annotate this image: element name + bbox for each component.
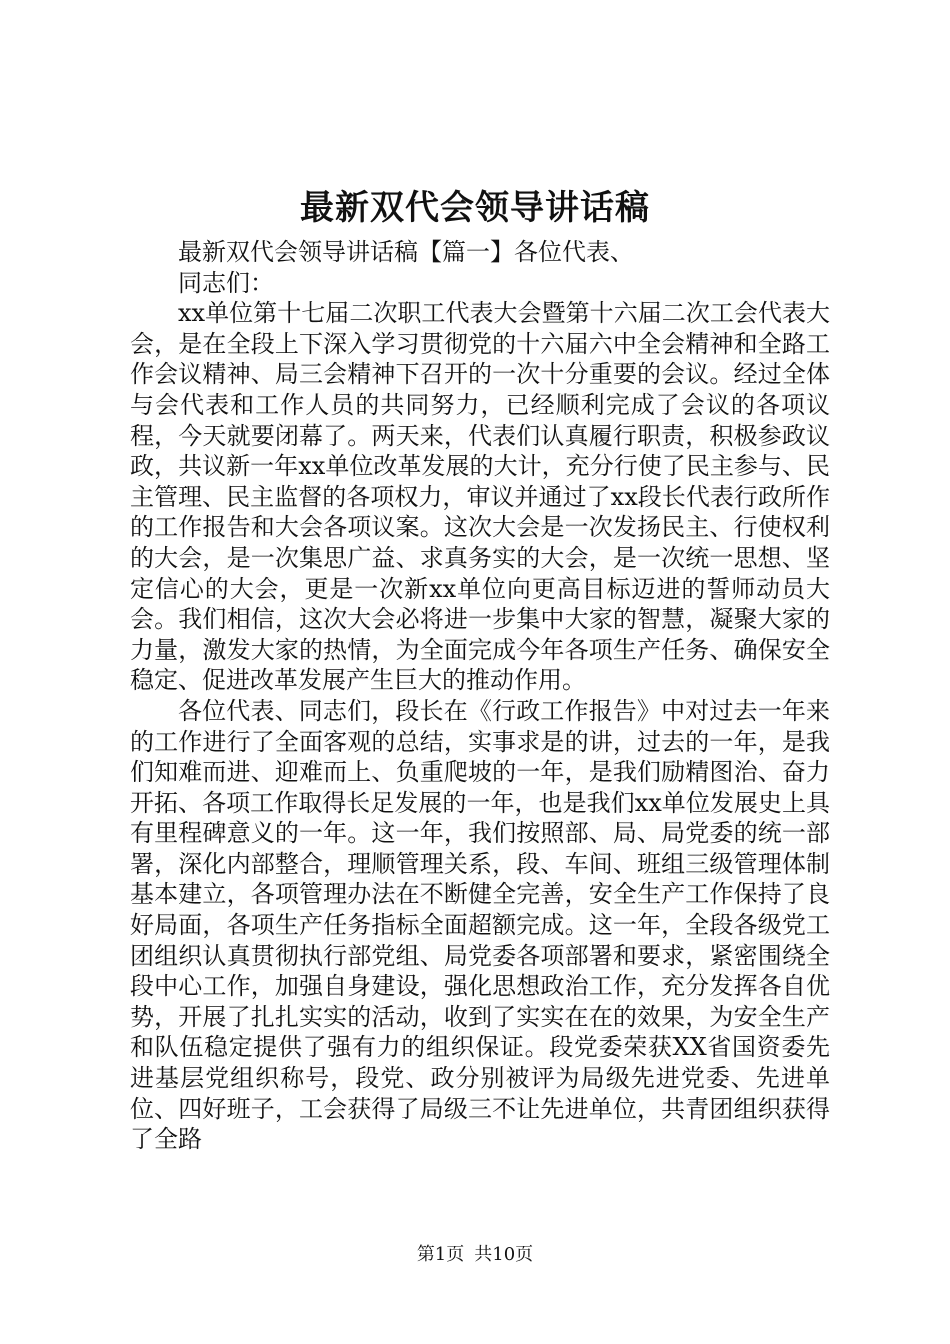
page-number: 第1页 <box>416 1244 465 1265</box>
page-total: 共10页 <box>474 1244 534 1265</box>
document-title: 最新双代会领导讲话稿 <box>300 188 650 228</box>
paragraph-annual-review: 各位代表、同志们，段长在《行政工作报告》中对过去一年来的工作进行了全面客观的总结，实事求是的讲，过去的一年，是我们知难而进、迎难而上、负重爬坡的一年，是我们励精图治、奋力开拓、各项工作取得长足发展的一年，也是我们xx单位发展史上具有里程碑意义的一年。这一年，我们按照部、局、局党委的统一部署，深化内部整合，理顺管理关系，段、车间、班组三级管理体制基本建立，各项管理办法在不断健全完善，安全生产工作保持了良好局面，各项生产任务指标全面超额完成。这一年，全段各级党工团组织认真贯彻执行部党组、局党委各项部署和要求，紧密围绕全段中心工作，加强自身建设，强化思想政治工作，充分发挥各自优势，开展了扎扎实实的活动，收到了实实在在的效果，为安全生产和队伍稳定提供了强有力的组织保证。段党委荣获XX省国资委先进基层党组织称号，段党、政分别被评为局级先进党委、先进单位、四好班子，工会获得了局级三不让先进单位，共青团组织获得了全路 <box>130 696 830 1154</box>
paragraph-opening: 最新双代会领导讲话稿【篇一】各位代表、 <box>178 238 634 266</box>
document-body <box>130 237 830 1155</box>
paragraph-salutation: 同志们： <box>178 268 274 297</box>
page-footer <box>0 1243 950 1267</box>
paragraph-meeting-summary: xx单位第十七届二次职工代表大会暨第十六届二次工会代表大会，是在全段上下深入学习贯彻党的十六届六中全会精神和全路工作会议精神、局三会精神下召开的一次十分重要的会议。经过全体与会代表和工作人员的共同努力，已经顺利完成了会议的各项议程，今天就要闭幕了。两天来，代表们认真履行职责，积极参政议政，共议新一年xx单位改革发展的大计，充分行使了民主参与、民主管理、民主监督的各项权力，审议并通过了xx段长代表行政所作的工作报告和大会各项议案。这次大会是一次发扬民主、行使权利的大会，是一次集思广益、求真务实的大会，是一次统一思想、坚定信心的大会，更是一次新xx单位向更高目标迈进的誓师动员大会。我们相信，这次大会必将进一步集中大家的智慧，凝聚大家的力量，激发大家的热情，为全面完成今年各项生产任务、确保安全稳定、促进改革发展产生巨大的推动作用。 <box>130 299 830 695</box>
